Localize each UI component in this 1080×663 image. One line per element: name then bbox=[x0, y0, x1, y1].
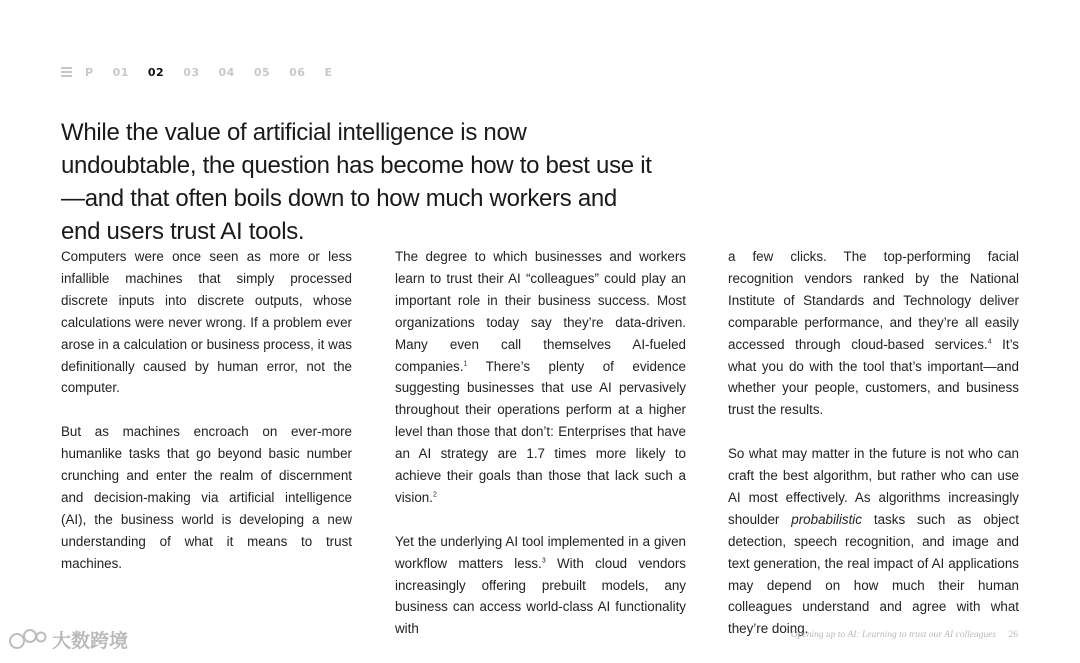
footnote-ref-4[interactable]: 4 bbox=[987, 338, 992, 346]
paragraph: Computers were once seen as more or less infallible machines that simply processed discrete inputs into discrete outputs, whose calculations were never wrong. If a problem ever arose in a calculation or business process, it was definitionally caused by human error, not the computer. bbox=[61, 249, 352, 396]
text-run: a few clicks. The top-performing facial recognition vendors ranked by the National Institute of Standards and Technology deliver comparable performance, and they’re all easily accessed through cloud-based services. bbox=[728, 249, 1019, 352]
nav-item-02[interactable]: 02 bbox=[147, 65, 165, 79]
text-run: There’s plenty of evidence suggesting businesses that use AI pervasively throughout their operations perform at a higher level than those that don’t: Enterprises that have an AI strategy are 1.7 times more likely to achieve their goals than those that lack such a vision. bbox=[395, 358, 686, 505]
section-nav bbox=[61, 64, 351, 80]
text-run: With cloud vendors increasingly offering prebuilt models, any business can access world-class AI functionality with bbox=[395, 555, 687, 637]
footer-title: Opening up to AI: Learning to trust our AI colleagues bbox=[790, 630, 997, 640]
footnote-ref-1[interactable]: 1 bbox=[463, 360, 468, 368]
menu-icon[interactable] bbox=[61, 67, 72, 77]
footnote-ref-2[interactable]: 2 bbox=[432, 491, 437, 499]
emphasis-text: probabilistic bbox=[791, 511, 862, 527]
nav-item-01[interactable]: 01 bbox=[112, 65, 129, 79]
nav-item-03[interactable]: 03 bbox=[183, 65, 200, 79]
text-column-2 bbox=[395, 246, 686, 662]
text-column-1 bbox=[61, 246, 352, 596]
text-run: It’s what you do with the tool that’s important—and whether your people, customers, and business trust the results. bbox=[728, 336, 1019, 418]
nav-item-06[interactable]: 06 bbox=[289, 65, 306, 79]
text-run: So what may matter in the future is not who can craft the best algorithm, but rather who can use AI most effectively. As algorithms increasingly shoulder bbox=[728, 446, 1019, 527]
watermark-text: 大数跨境 bbox=[52, 630, 129, 652]
nav-item-05[interactable]: 05 bbox=[253, 65, 271, 79]
paragraph bbox=[395, 531, 686, 641]
paragraph bbox=[728, 443, 1019, 640]
nav-item-p[interactable]: P bbox=[85, 65, 94, 79]
nav-item-e[interactable]: E bbox=[324, 65, 333, 79]
paragraph bbox=[395, 246, 686, 509]
page-headline: While the value of artificial intelligence is now undoubtable, the question has become how to best use it—and that often boils down to how much workers and end users trust AI tools. bbox=[61, 119, 652, 245]
text-column-3 bbox=[728, 246, 1019, 662]
footnote-ref-3[interactable]: 3 bbox=[541, 557, 546, 565]
paragraph: But as machines encroach on ever-more humanlike tasks that go beyond basic number crunching and enter the realm of discernment and decision-making via artificial intelligence (AI), the business world is developing a new understanding of what it means to trust machines. bbox=[61, 424, 352, 571]
page-number: 26 bbox=[1008, 630, 1018, 640]
paragraph bbox=[728, 246, 1019, 421]
page-footer bbox=[791, 630, 1018, 640]
watermark bbox=[8, 626, 128, 653]
text-run: tasks such as object detection, speech recognition, and image and text generation, the real impact of AI applications may depend on how much their human colleagues understand and agree with what they’re doing. bbox=[728, 511, 1019, 637]
text-run: The degree to which businesses and workers learn to trust their AI “colleagues” could play an important role in their business success. Most organizations today say they’re data-driven. Many even call themselves AI-fueled companies. bbox=[395, 249, 686, 374]
watermark-logo-icon bbox=[8, 627, 48, 653]
text-run: Yet the underlying AI tool implemented in a given workflow matters less. bbox=[395, 533, 686, 571]
nav-item-04[interactable]: 04 bbox=[218, 65, 235, 79]
